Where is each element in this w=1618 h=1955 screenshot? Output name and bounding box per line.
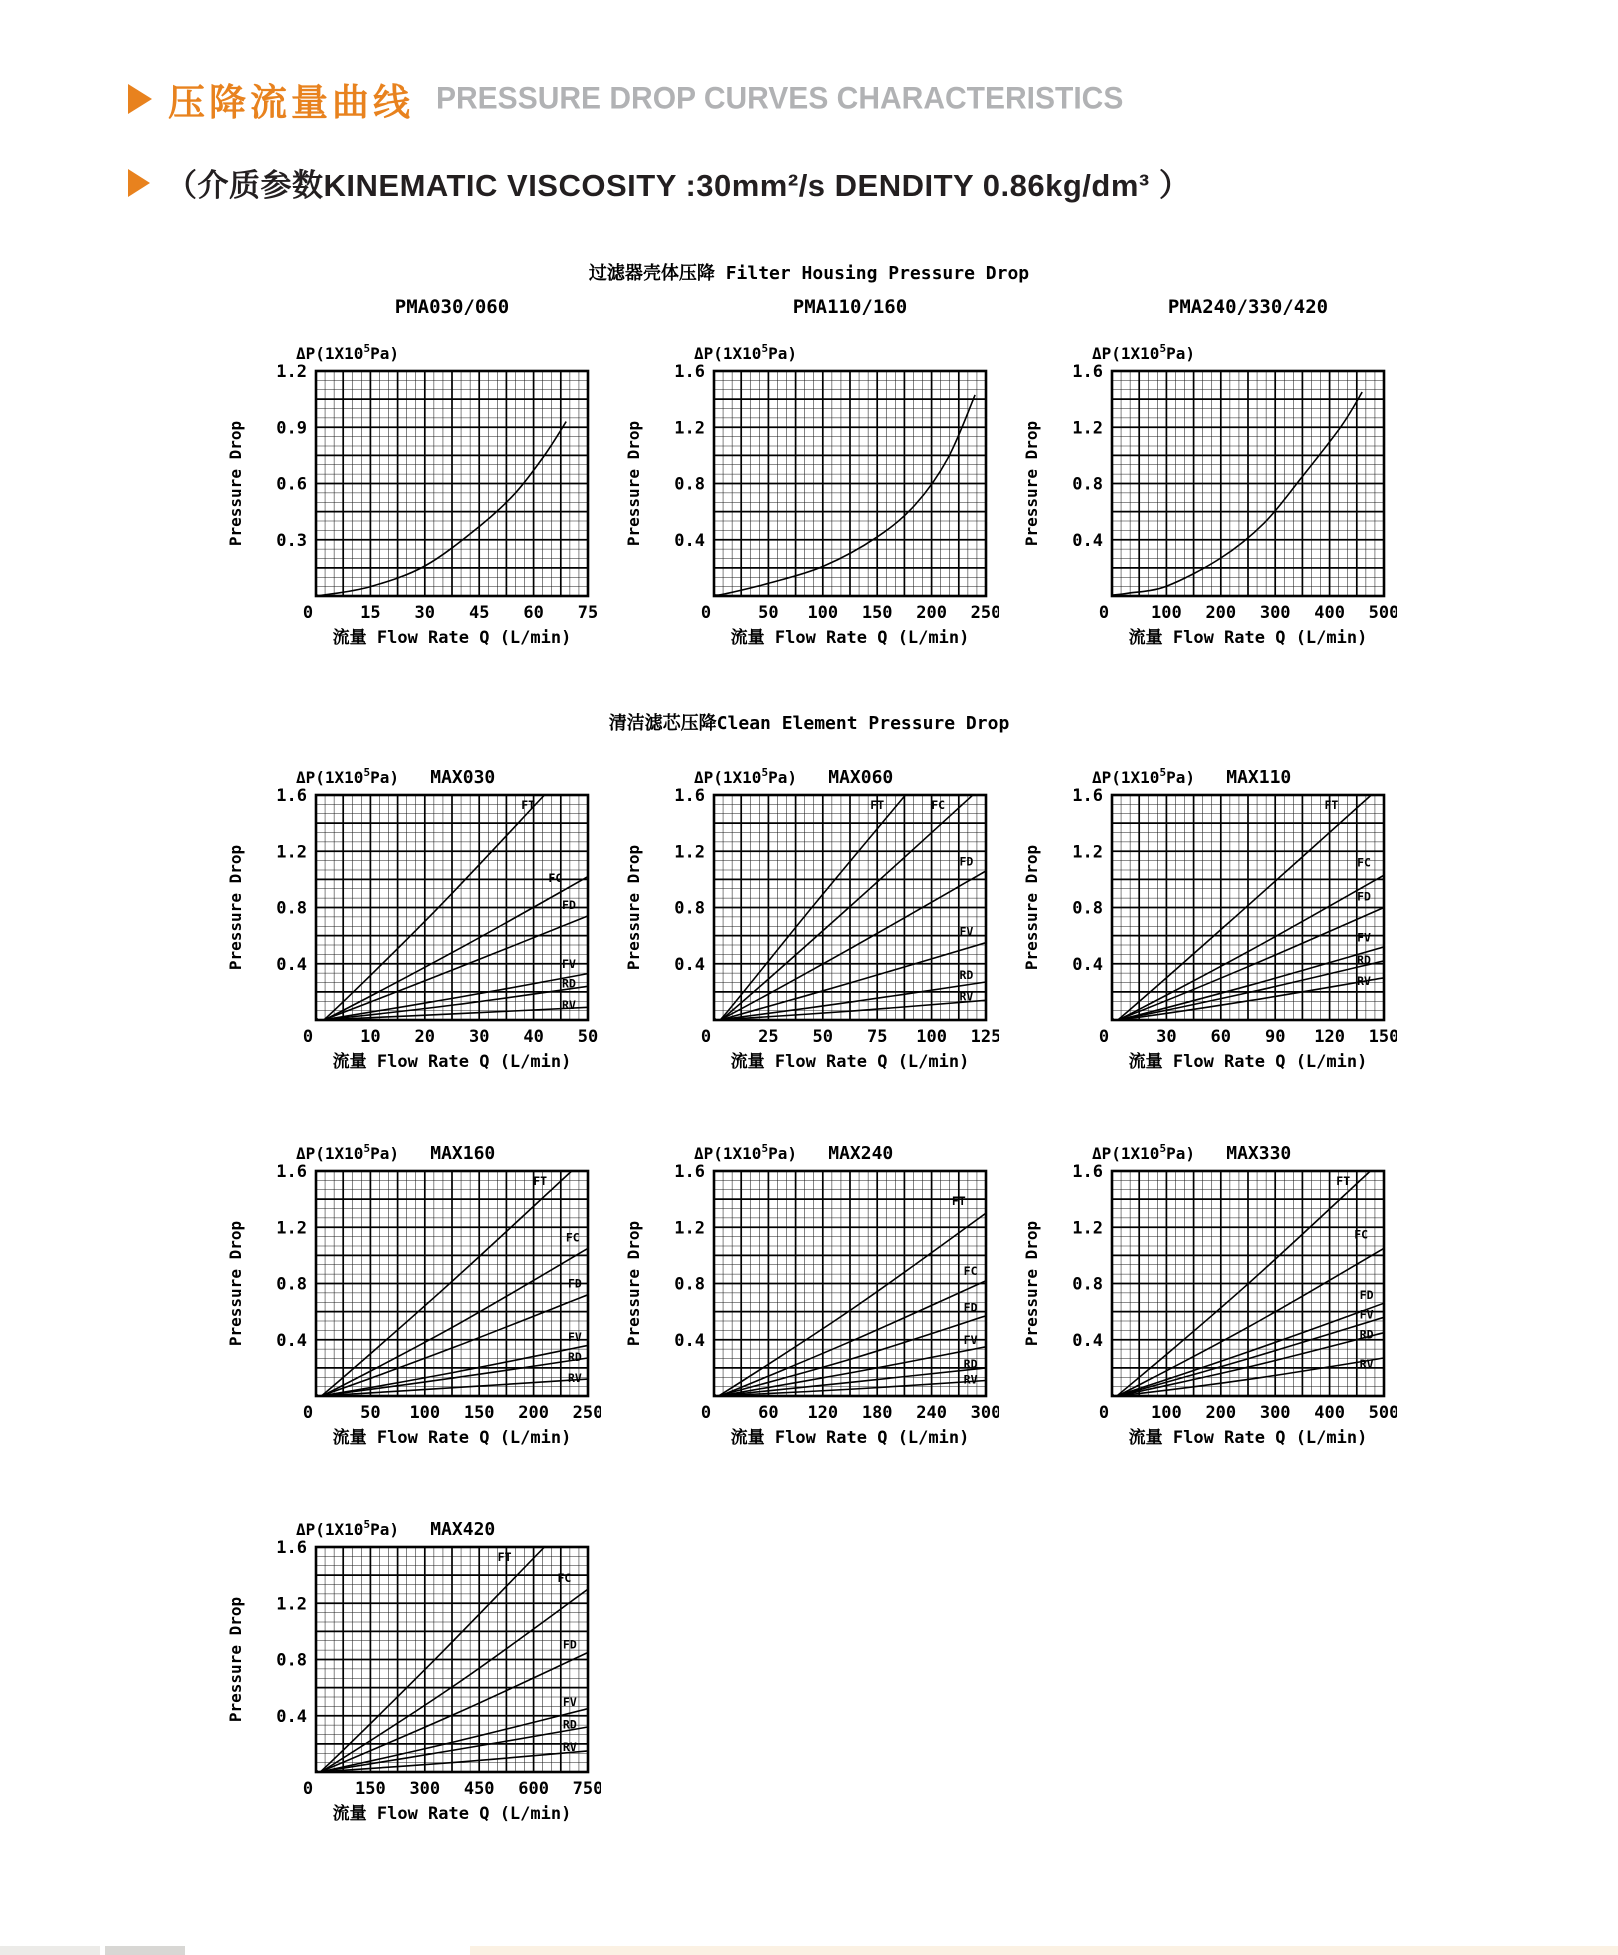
page-title-cn: 压降流量曲线	[168, 82, 414, 123]
max420-xtick: 600	[518, 1779, 549, 1799]
max110-curve-label-RV: RV	[1357, 973, 1371, 988]
pma030-060-ylabel: Pressure Drop	[226, 420, 245, 547]
pma240-330-420-xtick: 300	[1259, 603, 1291, 623]
chart-pma240-330-420	[1017, 291, 1397, 653]
pma030-060-xtick: 30	[414, 603, 436, 623]
max240-xlabel: 流量 Flow Rate Q (L/min)	[730, 1428, 970, 1448]
pma240-330-420-curve-housing	[1113, 392, 1362, 595]
max420-xtick: 300	[409, 1779, 441, 1799]
max240-ytick: 1.2	[674, 1218, 705, 1239]
pma110-160-ytick: 0.4	[674, 530, 705, 551]
pma240-330-420-ylabel: Pressure Drop	[1022, 420, 1041, 547]
max240-xtick: 60	[758, 1403, 779, 1423]
grid-major	[316, 371, 588, 596]
media-parameters-text: （介质参数KINEMATIC VISCOSITY :30mm²/s DENDITY 0.86kg/dm³ ）	[166, 168, 1191, 203]
max240-curve-label-FC: FC	[963, 1264, 978, 1279]
max160-model-label: MAX160	[430, 1143, 496, 1164]
section-title-housing: 过滤器壳体压降 Filter Housing Pressure Drop	[588, 263, 1030, 284]
pma110-160-dp-label: $\Delta P(1X10^5Pa)$	[694, 342, 797, 363]
housing-charts-row	[0, 291, 1618, 653]
max160-curve-label-RV: RV	[568, 1370, 582, 1385]
max060-ytick: 0.4	[674, 954, 705, 975]
pma110-160-xtick: 50	[758, 603, 779, 623]
chart-max330	[1017, 1121, 1397, 1453]
max420-curve-label-RV: RV	[562, 1739, 577, 1754]
max030-xtick: 20	[414, 1027, 436, 1047]
max420-ytick: 1.6	[276, 1538, 307, 1558]
page-header	[128, 72, 1618, 126]
pma110-160-curve-housing	[715, 395, 975, 595]
chart-pma110-160	[619, 291, 999, 653]
max420-curve-RV	[311, 1751, 588, 1772]
max420-curve-label-FV: FV	[562, 1694, 577, 1709]
max110-ytick: 0.4	[1072, 954, 1103, 975]
max420-ylabel: Pressure Drop	[226, 1596, 245, 1723]
max330-ylabel: Pressure Drop	[1022, 1220, 1041, 1347]
chart-pma110-160-svg	[619, 291, 999, 648]
max030-xtick: 30	[468, 1027, 490, 1047]
pma240-330-420-ytick: 1.6	[1072, 362, 1103, 382]
max160-xtick: 0	[302, 1403, 314, 1423]
element-charts-row-2	[0, 1121, 1618, 1453]
pma030-060-title: PMA030/060	[394, 296, 510, 318]
max420-ytick: 1.2	[276, 1594, 307, 1615]
max160-xlabel: 流量 Flow Rate Q (L/min)	[332, 1428, 572, 1448]
chart-max060	[619, 745, 999, 1077]
max160-ytick: 1.6	[276, 1162, 307, 1182]
max420-dp-label: $\Delta P(1X10^5Pa)$	[296, 1518, 399, 1539]
max030-ytick: 1.6	[276, 786, 307, 806]
element-charts-row-1	[0, 745, 1618, 1077]
grid-major	[316, 795, 588, 1020]
max060-curve-label-FC: FC	[931, 798, 946, 813]
max060-ytick: 0.8	[674, 898, 705, 919]
max330-curve-label-RV: RV	[1359, 1356, 1374, 1371]
max030-model-label: MAX030	[430, 767, 496, 788]
max060-xtick: 50	[812, 1027, 834, 1047]
max110-ytick: 0.8	[1072, 898, 1103, 919]
footer-strip-cream	[470, 1946, 1618, 1955]
pma110-160-ytick: 0.8	[674, 474, 705, 495]
page-footer-decoration	[0, 1946, 1618, 1955]
max420-xlabel: 流量 Flow Rate Q (L/min)	[332, 1804, 572, 1824]
max240-ytick: 0.8	[674, 1274, 705, 1295]
pma240-330-420-xlabel: 流量 Flow Rate Q (L/min)	[1128, 628, 1368, 648]
max160-ylabel: Pressure Drop	[226, 1220, 245, 1347]
max110-dp-label: $\Delta P(1X10^5Pa)$	[1092, 766, 1195, 787]
pma110-160-xtick: 150	[861, 603, 893, 623]
max030-curve-label-FC: FC	[548, 871, 563, 886]
max060-curve-label-FD: FD	[959, 854, 974, 869]
max060-curve-label-RD: RD	[959, 968, 974, 983]
max110-xtick: 150	[1368, 1027, 1397, 1047]
page	[0, 72, 1618, 1829]
pma030-060-xtick: 0	[302, 603, 314, 623]
chart-max110	[1017, 745, 1397, 1077]
max160-curve-label-RD: RD	[568, 1349, 582, 1364]
max110-curve-label-FC: FC	[1357, 855, 1371, 870]
pma030-060-xtick: 75	[577, 603, 599, 623]
max240-curve-label-RD: RD	[963, 1356, 978, 1371]
max240-ytick: 1.6	[674, 1162, 705, 1182]
arrow-right-icon	[128, 84, 152, 114]
pma240-330-420-dp-label: $\Delta P(1X10^5Pa)$	[1092, 342, 1195, 363]
max420-curve-FC	[311, 1589, 588, 1777]
chart-max330-svg	[1017, 1121, 1397, 1448]
max240-ylabel: Pressure Drop	[624, 1220, 643, 1347]
chart-max030	[221, 745, 601, 1077]
max060-model-label: MAX060	[828, 767, 894, 788]
max030-curve-FD	[314, 916, 588, 1023]
max240-curve-label-FT: FT	[951, 1193, 966, 1208]
pma110-160-ylabel: Pressure Drop	[624, 420, 643, 547]
max030-curve-label-FD: FD	[562, 897, 576, 912]
chart-max240-svg	[619, 1121, 999, 1448]
max330-curve-label-FC: FC	[1354, 1227, 1369, 1242]
pma030-060-ytick: 0.6	[276, 474, 307, 495]
max110-curve-label-FV: FV	[1357, 930, 1371, 945]
max240-xtick: 240	[916, 1403, 947, 1423]
max330-curve-label-FD: FD	[1359, 1287, 1374, 1302]
pma110-160-xtick: 100	[807, 603, 839, 623]
grid-major	[316, 1171, 588, 1396]
max420-curve-label-RD: RD	[562, 1717, 577, 1732]
pma030-060-curve-housing	[317, 422, 566, 596]
chart-max110-svg	[1017, 745, 1397, 1072]
max420-curve-label-FC: FC	[557, 1571, 572, 1586]
max240-curve-label-FD: FD	[963, 1300, 978, 1315]
max160-curve-FV	[312, 1345, 588, 1397]
pma110-160-title: PMA110/160	[792, 296, 908, 318]
max420-xtick: 150	[355, 1779, 386, 1799]
chart-max160	[221, 1121, 601, 1453]
chart-max160-svg	[221, 1121, 601, 1448]
max030-xtick: 10	[360, 1027, 381, 1047]
max160-xtick: 250	[572, 1403, 601, 1423]
max330-curve-FD	[1108, 1303, 1384, 1398]
max110-model-label: MAX110	[1226, 767, 1292, 788]
pma030-060-ytick: 0.3	[276, 530, 307, 551]
grid-major	[714, 1171, 986, 1396]
chart-pma030-060-svg	[221, 291, 601, 648]
max330-xlabel: 流量 Flow Rate Q (L/min)	[1128, 1428, 1368, 1448]
pma030-060-xtick: 60	[523, 603, 544, 623]
pma240-330-420-xtick: 500	[1368, 603, 1397, 623]
max060-dp-label: $\Delta P(1X10^5Pa)$	[694, 766, 797, 787]
max110-ylabel: Pressure Drop	[1022, 844, 1041, 971]
max330-dp-label: $\Delta P(1X10^5Pa)$	[1092, 1142, 1195, 1163]
max110-xlabel: 流量 Flow Rate Q (L/min)	[1128, 1052, 1368, 1072]
max160-xtick: 100	[409, 1403, 441, 1423]
max240-ytick: 0.4	[674, 1330, 705, 1351]
max330-xtick: 0	[1098, 1403, 1110, 1423]
pma240-330-420-xtick: 100	[1151, 603, 1182, 623]
max330-curve-label-RD: RD	[1359, 1327, 1374, 1342]
page-title-en: PRESSURE DROP CURVES CHARACTERISTICS	[436, 81, 1124, 116]
max060-curve-label-FV: FV	[959, 924, 974, 939]
chart-pma240-330-420-svg	[1017, 291, 1397, 648]
pma030-060-dp-label: $\Delta P(1X10^5Pa)$	[296, 342, 399, 363]
pma240-330-420-xtick: 0	[1098, 603, 1110, 623]
max110-xtick: 90	[1264, 1027, 1286, 1047]
max030-dp-label: $\Delta P(1X10^5Pa)$	[296, 766, 399, 787]
max330-ytick: 1.6	[1072, 1162, 1103, 1182]
max110-curve-label-FD: FD	[1357, 889, 1371, 904]
max110-xtick: 120	[1314, 1027, 1345, 1047]
max160-ytick: 1.2	[276, 1218, 307, 1239]
pma110-160-xtick: 250	[970, 603, 999, 623]
max030-curve-label-RD: RD	[562, 976, 576, 991]
max420-ytick: 0.8	[276, 1650, 307, 1671]
max420-model-label: MAX420	[430, 1519, 496, 1540]
max060-ytick: 1.6	[674, 786, 705, 806]
max160-curve-label-FV: FV	[568, 1330, 582, 1345]
pma240-330-420-xtick: 400	[1314, 603, 1345, 623]
max060-curve-label-FT: FT	[870, 798, 885, 813]
max030-curve-label-RV: RV	[562, 997, 576, 1012]
max030-curve-RV	[314, 1007, 588, 1020]
grid-major	[714, 371, 986, 596]
media-parameters-line	[128, 160, 1618, 205]
max030-xtick: 40	[523, 1027, 544, 1047]
max160-curve-FD	[312, 1295, 588, 1398]
element-charts-row-3	[0, 1497, 1618, 1829]
chart-max030-svg	[221, 745, 601, 1072]
max240-model-label: MAX240	[828, 1143, 894, 1164]
max060-xtick: 25	[758, 1027, 779, 1047]
max240-xtick: 0	[700, 1403, 712, 1423]
max330-xtick: 500	[1368, 1403, 1397, 1423]
max060-xtick: 0	[700, 1027, 712, 1047]
max060-xtick: 75	[866, 1027, 888, 1047]
pma030-060-ytick: 0.9	[276, 418, 307, 439]
pma240-330-420-title: PMA240/330/420	[1167, 296, 1329, 318]
pma110-160-xlabel: 流量 Flow Rate Q (L/min)	[730, 628, 970, 648]
pma030-060-ytick: 1.2	[276, 362, 307, 382]
max420-xtick: 0	[302, 1779, 314, 1799]
max030-ytick: 1.2	[276, 842, 307, 863]
max030-curve-label-FV: FV	[562, 956, 576, 971]
pma240-330-420-ytick: 0.8	[1072, 474, 1103, 495]
pma110-160-ytick: 1.2	[674, 418, 705, 439]
chart-max420	[221, 1497, 601, 1829]
pma030-060-xtick: 45	[468, 603, 490, 623]
max420-curve-label-FD: FD	[562, 1637, 577, 1652]
max160-curve-RV	[312, 1379, 588, 1396]
pma030-060-xlabel: 流量 Flow Rate Q (L/min)	[332, 628, 572, 648]
max030-curve-label-FT: FT	[521, 798, 536, 813]
max240-curve-FD	[711, 1316, 986, 1398]
max060-ylabel: Pressure Drop	[624, 844, 643, 971]
pma240-330-420-xtick: 200	[1205, 603, 1237, 623]
chart-pma030-060	[221, 291, 601, 653]
max030-xtick: 0	[302, 1027, 314, 1047]
max240-xtick: 300	[970, 1403, 999, 1423]
max330-ytick: 1.2	[1072, 1218, 1103, 1239]
chart-max420-svg	[221, 1497, 601, 1824]
pma030-060-xtick: 15	[360, 603, 381, 623]
max240-curve-label-FV: FV	[963, 1332, 978, 1347]
max420-xtick: 750	[572, 1779, 601, 1799]
max330-xtick: 400	[1314, 1403, 1345, 1423]
pma110-160-ytick: 1.6	[674, 362, 705, 382]
max330-ytick: 0.4	[1072, 1330, 1103, 1351]
max160-ytick: 0.4	[276, 1330, 307, 1351]
max330-xtick: 200	[1205, 1403, 1237, 1423]
max110-xtick: 60	[1210, 1027, 1232, 1047]
max160-xtick: 50	[360, 1403, 381, 1423]
max060-xlabel: 流量 Flow Rate Q (L/min)	[730, 1052, 970, 1072]
grid-major	[316, 1547, 588, 1772]
max240-curve-label-RV: RV	[963, 1372, 978, 1387]
max160-ytick: 0.8	[276, 1274, 307, 1295]
max420-curve-RD	[311, 1727, 588, 1773]
chart-max240	[619, 1121, 999, 1453]
max030-xtick: 50	[577, 1027, 599, 1047]
max110-curve-label-FT: FT	[1324, 798, 1339, 813]
max160-curve-label-FT: FT	[533, 1174, 548, 1189]
max330-curve-label-FT: FT	[1336, 1174, 1351, 1189]
max330-xtick: 100	[1151, 1403, 1182, 1423]
max060-xtick: 125	[970, 1027, 999, 1047]
pma240-330-420-ytick: 0.4	[1072, 530, 1103, 551]
max060-ytick: 1.2	[674, 842, 705, 863]
max420-curve-label-FT: FT	[497, 1550, 512, 1565]
max240-xtick: 120	[807, 1403, 839, 1423]
max030-ylabel: Pressure Drop	[226, 844, 245, 971]
max420-ytick: 0.4	[276, 1706, 307, 1727]
pma240-330-420-ytick: 1.2	[1072, 418, 1103, 439]
footer-strip-gray-light	[0, 1946, 100, 1955]
max160-curve-label-FC: FC	[565, 1230, 580, 1245]
max330-ytick: 0.8	[1072, 1274, 1103, 1295]
max420-curve-FD	[311, 1653, 588, 1775]
max420-xtick: 450	[463, 1779, 495, 1799]
max030-curve-FC	[314, 877, 588, 1024]
max060-xtick: 100	[916, 1027, 947, 1047]
max160-curve-label-FD: FD	[568, 1276, 582, 1291]
max330-curve-label-FV: FV	[1359, 1307, 1374, 1322]
section-title-element: 清洁滤芯压降Clean Element Pressure Drop	[608, 713, 1010, 734]
max030-xlabel: 流量 Flow Rate Q (L/min)	[332, 1052, 572, 1072]
grid-major	[1112, 371, 1384, 596]
pma110-160-xtick: 0	[700, 603, 712, 623]
arrow-right-icon	[128, 169, 150, 197]
max110-ytick: 1.2	[1072, 842, 1103, 863]
max060-curve-label-RV: RV	[959, 989, 974, 1004]
max110-ytick: 1.6	[1072, 786, 1103, 806]
footer-strip-gray	[105, 1946, 185, 1955]
max160-dp-label: $\Delta P(1X10^5Pa)$	[296, 1142, 399, 1163]
max160-xtick: 150	[463, 1403, 495, 1423]
max110-xtick: 0	[1098, 1027, 1110, 1047]
pma110-160-xtick: 200	[916, 603, 947, 623]
max030-ytick: 0.8	[276, 898, 307, 919]
max160-xtick: 200	[518, 1403, 549, 1423]
max110-curve-FD	[1109, 908, 1384, 1023]
max240-dp-label: $\Delta P(1X10^5Pa)$	[694, 1142, 797, 1163]
max110-curve-label-RD: RD	[1357, 952, 1371, 967]
max330-xtick: 300	[1259, 1403, 1291, 1423]
max030-ytick: 0.4	[276, 954, 307, 975]
max110-curve-RV	[1109, 978, 1384, 1021]
max240-xtick: 180	[861, 1403, 893, 1423]
max110-xtick: 30	[1156, 1027, 1177, 1047]
max330-model-label: MAX330	[1226, 1143, 1292, 1164]
max240-curve-RD	[711, 1368, 986, 1396]
chart-max060-svg	[619, 745, 999, 1072]
